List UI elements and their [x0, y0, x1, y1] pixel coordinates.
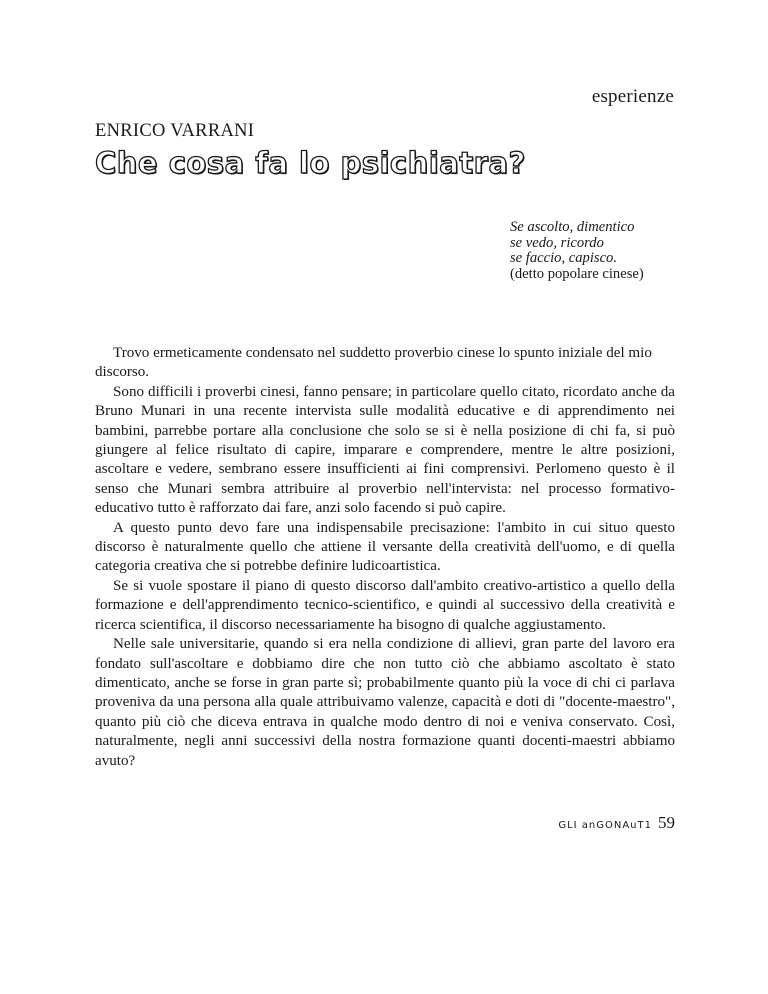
- paragraph: Sono difficili i proverbi cinesi, fanno pensare; in particolare quello citato, ricordato anche da Bruno Munari in una recente intervista sulle modalità educative e di apprendimento nei bambini, parrebbe portare alla conclusione che solo se si è nella posizione di chi fa, si può giungere al felice risultato di capire, imparare e comprendere, mentre le altre posizioni, ascoltare e vedere, sembrano essere insufficienti ai fini comprensivi. Perlomeno questo è il senso che Munari sembra attribuire al proverbio nell'intervista: nel processo formativo-educativo tutto è rafforzato dai fare, anzi solo facendo si può capire.: [95, 383, 675, 517]
- author-name: ENRICO VARRANI: [95, 121, 255, 141]
- article-title: Che cosa fa lo psichiatra?: [95, 146, 526, 180]
- epigraph: [510, 220, 644, 282]
- paragraph: Trovo ermeticamente condensato nel suddetto proverbio cinese lo spunto iniziale del mio discorso.: [95, 345, 652, 381]
- paragraph: A questo punto devo fare una indispensabile precisazione: l'ambito in cui situo questo discorso è naturalmente quello che attiene il versante della creatività dell'uomo, e di quella categoria creativa che si potrebbe definire ludicoartistica.: [95, 519, 675, 575]
- paragraph: Se si vuole spostare il piano di questo discorso dall'ambito creativo-artistico a quello della formazione e dell'apprendimento tecnico-scientifico, e quindi al successivo della creatività e ricerca scientifica, il discorso necessariamente ha bisogno di qualche aggiustamento.: [95, 577, 675, 633]
- page-footer: [558, 813, 675, 833]
- epigraph-line: se vedo, ricordo: [510, 234, 604, 251]
- epigraph-line: se faccio, capisco.: [510, 250, 617, 267]
- epigraph-source: (detto popolare cinese): [510, 265, 644, 282]
- paragraph: Nelle sale universitarie, quando si era nella condizione di allievi, gran parte del lavoro era fondato sull'ascoltare e dobbiamo dire che non tutto ciò che abbiamo ascoltato è stato dimenticato, anche se forse in gran parte sì; probabilmente quanto più la voce di chi ci parlava proveniva da una persona alla quale attribuivamo valenze, capacità e doti di "docente-maestro", quanto più ciò che diceva entrava in qualche modo dentro di noi e veniva conservato. Così, naturalmente, negli anni successivi della nostra formazione quanti docenti-maestri abbiamo avuto?: [95, 636, 675, 769]
- article-body: [95, 344, 675, 771]
- journal-name: GLI anGONAuT1: [558, 820, 652, 831]
- section-label: esperienze: [591, 86, 674, 107]
- epigraph-line: Se ascolto, dimentico: [510, 219, 635, 235]
- page-number: 59: [658, 813, 675, 832]
